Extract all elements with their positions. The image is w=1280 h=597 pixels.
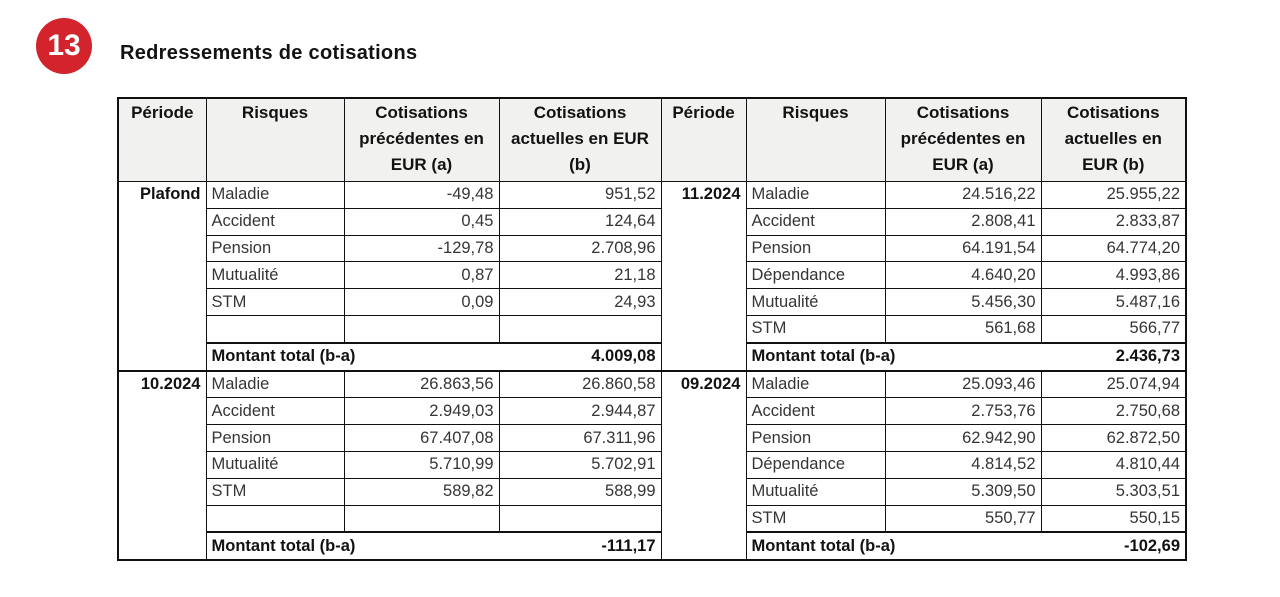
period-cell: 11.2024 [661,182,746,371]
column-header-actuelles-right: Cotisations actuelles en EUR (b) [1041,98,1186,182]
previous-amount-cell: 561,68 [885,315,1041,342]
previous-amount-cell: 589,82 [344,478,499,505]
risk-cell: STM [746,315,885,342]
risk-cell: Mutualité [746,478,885,505]
previous-amount-cell: 2.753,76 [885,398,1041,425]
column-header-risques-left: Risques [206,98,344,182]
previous-amount-cell: 5.309,50 [885,478,1041,505]
previous-amount-cell: 2.949,03 [344,398,499,425]
previous-amount-cell: 550,77 [885,505,1041,532]
current-amount-cell: 124,64 [499,208,661,235]
total-label-cell: Montant total (b-a) [746,343,1041,371]
risk-cell: Maladie [206,371,344,398]
column-header-precedentes-right: Cotisations précédentes en EUR (a) [885,98,1041,182]
current-amount-cell: 67.311,96 [499,425,661,452]
table-row [118,289,1186,316]
table-row [118,371,1186,398]
step-number-badge [36,18,92,74]
risk-cell: Mutualité [206,262,344,289]
current-amount-cell: 550,15 [1041,505,1186,532]
header-row [118,98,1186,182]
current-amount-cell: 5.487,16 [1041,289,1186,316]
previous-amount-cell: 64.191,54 [885,235,1041,262]
current-amount-cell: 951,52 [499,182,661,209]
previous-amount-cell: 25.093,46 [885,371,1041,398]
column-header-actuelles-left: Cotisations actuelles en EUR (b) [499,98,661,182]
current-amount-cell: 2.708,96 [499,235,661,262]
period-cell: 10.2024 [118,371,206,561]
current-amount-cell: 24,93 [499,289,661,316]
risk-cell: Dépendance [746,262,885,289]
previous-amount-cell: 26.863,56 [344,371,499,398]
current-amount-cell: 25.074,94 [1041,371,1186,398]
risk-cell: Accident [206,398,344,425]
previous-amount-cell: -49,48 [344,182,499,209]
contributions-table [117,97,1187,561]
risk-cell: Mutualité [206,451,344,478]
empty-cell [499,315,661,342]
table-row [118,505,1186,532]
risk-cell: Accident [746,398,885,425]
risk-cell: STM [206,478,344,505]
empty-cell [206,315,344,342]
total-value-cell: -111,17 [499,532,661,560]
risk-cell: Pension [746,235,885,262]
previous-amount-cell: 67.407,08 [344,425,499,452]
current-amount-cell: 4.810,44 [1041,451,1186,478]
current-amount-cell: 4.993,86 [1041,262,1186,289]
previous-amount-cell: 0,87 [344,262,499,289]
current-amount-cell: 26.860,58 [499,371,661,398]
column-header-precedentes-left: Cotisations précédentes en EUR (a) [344,98,499,182]
previous-amount-cell: 62.942,90 [885,425,1041,452]
page-header [36,18,417,74]
current-amount-cell: 2.944,87 [499,398,661,425]
previous-amount-cell: 5.710,99 [344,451,499,478]
risk-cell: STM [746,505,885,532]
current-amount-cell: 5.303,51 [1041,478,1186,505]
empty-cell [499,505,661,532]
total-row [118,532,1186,560]
previous-amount-cell: 5.456,30 [885,289,1041,316]
current-amount-cell: 2.750,68 [1041,398,1186,425]
empty-cell [344,505,499,532]
risk-cell: Accident [746,208,885,235]
table-body [118,182,1186,561]
total-label-cell: Montant total (b-a) [206,532,499,560]
risk-cell: Maladie [746,182,885,209]
previous-amount-cell: -129,78 [344,235,499,262]
total-value-cell: 4.009,08 [499,343,661,371]
current-amount-cell: 21,18 [499,262,661,289]
total-row [118,343,1186,371]
previous-amount-cell: 0,45 [344,208,499,235]
table-row [118,315,1186,342]
risk-cell: Mutualité [746,289,885,316]
previous-amount-cell: 4.814,52 [885,451,1041,478]
page-title: Redressements de cotisations [120,42,418,64]
previous-amount-cell: 0,09 [344,289,499,316]
empty-cell [206,505,344,532]
column-header-periode-right: Période [661,98,746,182]
period-cell: Plafond [118,182,206,371]
previous-amount-cell: 24.516,22 [885,182,1041,209]
table-row [118,235,1186,262]
risk-cell: STM [206,289,344,316]
table-row [118,398,1186,425]
period-cell: 09.2024 [661,371,746,561]
table-row [118,478,1186,505]
risk-cell: Maladie [746,371,885,398]
current-amount-cell: 62.872,50 [1041,425,1186,452]
column-header-risques-right: Risques [746,98,885,182]
table-row [118,451,1186,478]
column-header-periode-left: Période [118,98,206,182]
total-label-cell: Montant total (b-a) [746,532,1041,560]
current-amount-cell: 25.955,22 [1041,182,1186,209]
current-amount-cell: 2.833,87 [1041,208,1186,235]
table-row [118,262,1186,289]
table-header [118,98,1186,182]
empty-cell [344,315,499,342]
table-row [118,425,1186,452]
risk-cell: Dépendance [746,451,885,478]
risk-cell: Pension [206,425,344,452]
current-amount-cell: 5.702,91 [499,451,661,478]
risk-cell: Accident [206,208,344,235]
total-value-cell: -102,69 [1041,532,1186,560]
current-amount-cell: 588,99 [499,478,661,505]
total-label-cell: Montant total (b-a) [206,343,499,371]
previous-amount-cell: 4.640,20 [885,262,1041,289]
previous-amount-cell: 2.808,41 [885,208,1041,235]
current-amount-cell: 64.774,20 [1041,235,1186,262]
risk-cell: Maladie [206,182,344,209]
table-row [118,208,1186,235]
current-amount-cell: 566,77 [1041,315,1186,342]
risk-cell: Pension [206,235,344,262]
table-row [118,182,1186,209]
risk-cell: Pension [746,425,885,452]
step-number: 13 [47,29,81,62]
total-value-cell: 2.436,73 [1041,343,1186,371]
